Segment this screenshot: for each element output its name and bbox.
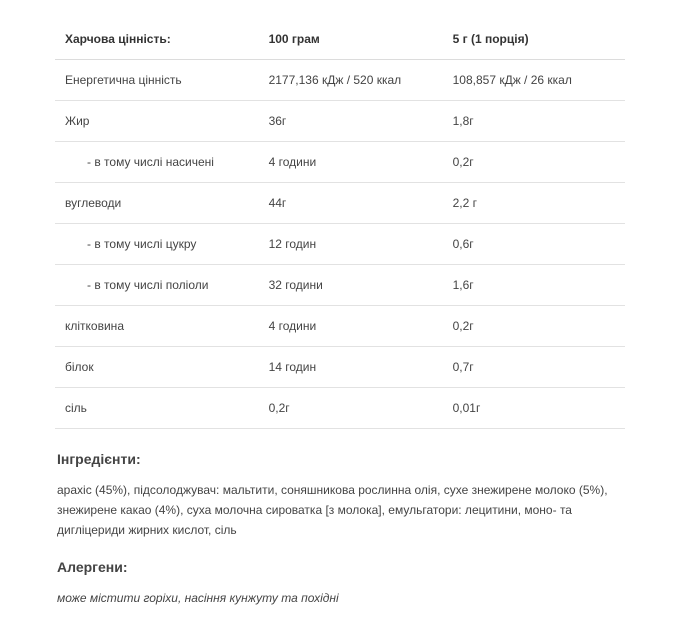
- nutrition-row-energy: [55, 60, 625, 101]
- row-per-serving: 2,2 г: [443, 183, 625, 224]
- header-nutrition-value: Харчова цінність:: [55, 19, 259, 60]
- nutrition-row-protein: [55, 347, 625, 388]
- nutrition-row-salt: [55, 388, 625, 429]
- nutrition-row-carbohydrates: [55, 183, 625, 224]
- row-per-100g: 4 години: [259, 142, 443, 183]
- header-per-serving: 5 г (1 порція): [443, 19, 625, 60]
- row-per-serving: 1,8г: [443, 101, 625, 142]
- row-per-100g: 32 години: [259, 265, 443, 306]
- row-per-100g: 4 години: [259, 306, 443, 347]
- row-label: білок: [55, 347, 259, 388]
- row-label: - в тому числі поліоли: [55, 265, 259, 306]
- allergens-text: може містити горіхи, насіння кунжуту та похідні: [57, 591, 339, 605]
- row-per-serving: 0,6г: [443, 224, 625, 265]
- row-per-100g: 14 годин: [259, 347, 443, 388]
- row-label: клітковина: [55, 306, 259, 347]
- row-per-100g: 36г: [259, 101, 443, 142]
- row-per-100g: 12 годин: [259, 224, 443, 265]
- row-label: вуглеводи: [55, 183, 259, 224]
- ingredients-text: арахіс (45%), підсолоджувач: мальтити, соняшникова рослинна олія, сухе знежирене молоко (5%), знежирене какао (4%), суха молочна сироватка [з молока], емульгатори: лецитини, моно- та дигліцериди жирних кислот, сіль: [57, 483, 608, 537]
- row-label: Енергетична цінність: [55, 60, 259, 101]
- header-per-100g: 100 грам: [259, 19, 443, 60]
- nutrition-table: [55, 19, 625, 429]
- nutrition-row-saturated: [55, 142, 625, 183]
- row-label: - в тому числі насичені: [55, 142, 259, 183]
- row-label: - в тому числі цукру: [55, 224, 259, 265]
- allergens-heading: Алергени:: [57, 559, 128, 575]
- row-per-serving: 0,01г: [443, 388, 625, 429]
- nutrition-header-row: [55, 19, 625, 60]
- ingredients-heading: Інгредієнти:: [57, 451, 141, 467]
- nutrition-row-fiber: [55, 306, 625, 347]
- row-per-100g: 44г: [259, 183, 443, 224]
- nutrition-row-sugars: [55, 224, 625, 265]
- row-label: Жир: [55, 101, 259, 142]
- nutrition-row-polyols: [55, 265, 625, 306]
- row-per-100g: 0,2г: [259, 388, 443, 429]
- row-per-serving: 0,7г: [443, 347, 625, 388]
- row-per-serving: 108,857 кДж / 26 ккал: [443, 60, 625, 101]
- nutrition-row-fat: [55, 101, 625, 142]
- row-per-serving: 0,2г: [443, 306, 625, 347]
- row-per-100g: 2177,136 кДж / 520 ккал: [259, 60, 443, 101]
- row-label: сіль: [55, 388, 259, 429]
- row-per-serving: 1,6г: [443, 265, 625, 306]
- row-per-serving: 0,2г: [443, 142, 625, 183]
